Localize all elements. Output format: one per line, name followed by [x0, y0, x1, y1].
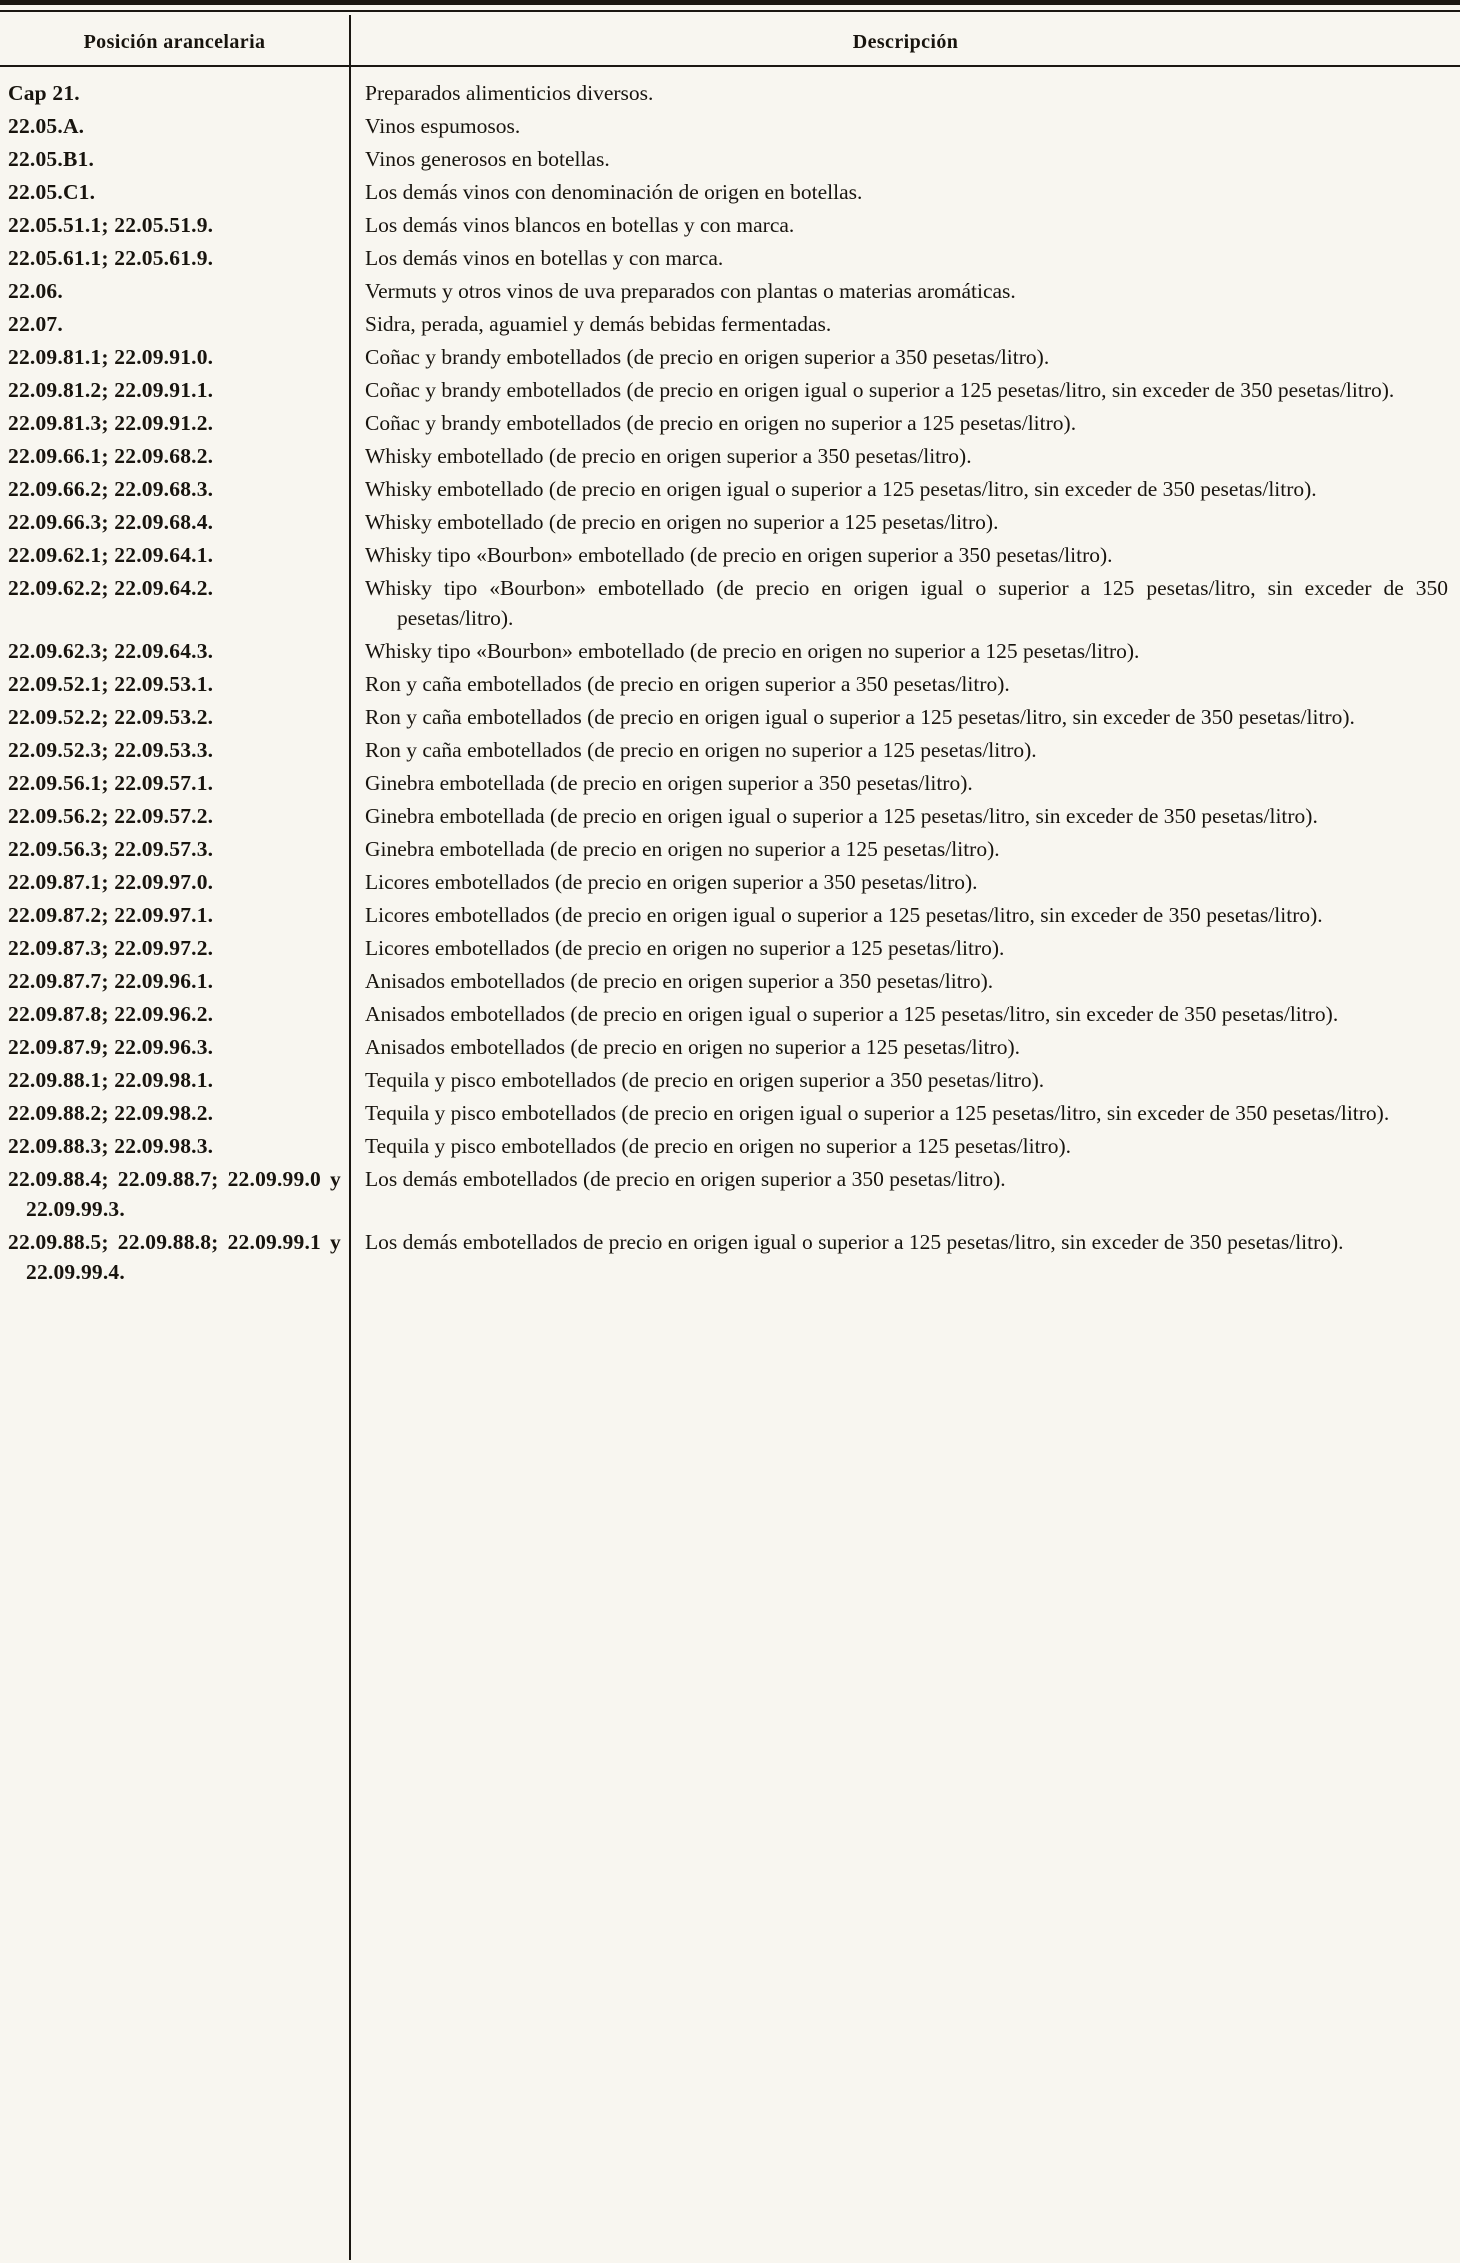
tariff-code-cell: 22.09.87.2; 22.09.97.1. — [8, 903, 214, 927]
table-row — [0, 243, 1460, 273]
table-row — [0, 702, 1460, 732]
description-cell: Los demás vinos en botellas y con marca. — [365, 246, 724, 270]
table-row — [0, 834, 1460, 864]
tariff-table-body — [0, 67, 1460, 1287]
tariff-code-cell: 22.05.B1. — [8, 147, 95, 171]
tariff-code-cell: 22.09.88.4; 22.09.88.7; 22.09.99.0 y 22.09.99.3. — [8, 1167, 341, 1221]
table-row — [0, 1131, 1460, 1161]
tariff-code-cell: 22.09.88.3; 22.09.98.3. — [8, 1134, 214, 1158]
tariff-code-cell: 22.09.88.2; 22.09.98.2. — [8, 1101, 214, 1125]
table-row — [0, 1065, 1460, 1095]
table-row — [0, 966, 1460, 996]
description-cell: Whisky embotellado (de precio en origen igual o superior a 125 pesetas/litro, sin exceder de 350 pesetas/litro). — [365, 477, 1317, 501]
table-row — [0, 507, 1460, 537]
table-row — [0, 669, 1460, 699]
tariff-code-cell: Cap 21. — [8, 81, 80, 105]
table-row — [0, 573, 1460, 633]
description-cell: Whisky tipo «Bourbon» embotellado (de precio en origen superior a 350 pesetas/litro). — [365, 543, 1113, 567]
tariff-code-cell: 22.05.51.1; 22.05.51.9. — [8, 213, 214, 237]
tariff-code-cell: 22.09.52.1; 22.09.53.1. — [8, 672, 214, 696]
table-row — [0, 933, 1460, 963]
description-cell: Vinos espumosos. — [365, 114, 521, 138]
tariff-code-cell: 22.07. — [8, 312, 63, 336]
table-row — [0, 177, 1460, 207]
table-row — [0, 342, 1460, 372]
description-cell: Vermuts y otros vinos de uva preparados con plantas o materias aromáticas. — [365, 279, 1016, 303]
table-row — [0, 900, 1460, 930]
tariff-code-cell: 22.09.87.7; 22.09.96.1. — [8, 969, 214, 993]
description-cell: Ron y caña embotellados (de precio en origen igual o superior a 125 pesetas/litro, sin exceder de 350 pesetas/litro). — [365, 705, 1355, 729]
tariff-table — [0, 15, 1460, 2260]
description-cell: Tequila y pisco embotellados (de precio en origen no superior a 125 pesetas/litro). — [365, 1134, 1071, 1158]
description-cell: Anisados embotellados (de precio en origen superior a 350 pesetas/litro). — [365, 969, 994, 993]
tariff-code-cell: 22.09.66.2; 22.09.68.3. — [8, 477, 214, 501]
table-row — [0, 78, 1460, 108]
table-row — [0, 768, 1460, 798]
description-cell: Los demás embotellados de precio en origen igual o superior a 125 pesetas/litro, sin exceder de 350 pesetas/litro). — [365, 1230, 1344, 1254]
table-row — [0, 408, 1460, 438]
tariff-code-cell: 22.09.62.1; 22.09.64.1. — [8, 543, 214, 567]
description-cell: Whisky embotellado (de precio en origen no superior a 125 pesetas/litro). — [365, 510, 999, 534]
table-row — [0, 540, 1460, 570]
table-row — [0, 210, 1460, 240]
description-cell: Anisados embotellados (de precio en origen no superior a 125 pesetas/litro). — [365, 1035, 1020, 1059]
table-row — [0, 999, 1460, 1029]
table-row — [0, 1098, 1460, 1128]
tariff-code-cell: 22.05.C1. — [8, 180, 96, 204]
description-cell: Anisados embotellados (de precio en origen igual o superior a 125 pesetas/litro, sin exceder de 350 pesetas/litro). — [365, 1002, 1339, 1026]
description-cell: Ron y caña embotellados (de precio en origen no superior a 125 pesetas/litro). — [365, 738, 1037, 762]
tariff-code-cell: 22.09.62.3; 22.09.64.3. — [8, 639, 214, 663]
table-row — [0, 636, 1460, 666]
tariff-code-cell: 22.09.87.8; 22.09.96.2. — [8, 1002, 214, 1026]
tariff-code-cell: 22.06. — [8, 279, 63, 303]
description-cell: Licores embotellados (de precio en origen superior a 350 pesetas/litro). — [365, 870, 978, 894]
description-cell: Licores embotellados (de precio en origen igual o superior a 125 pesetas/litro, sin exceder de 350 pesetas/litro). — [365, 903, 1323, 927]
table-row — [0, 375, 1460, 405]
description-cell: Licores embotellados (de precio en origen no superior a 125 pesetas/litro). — [365, 936, 1005, 960]
description-cell: Coñac y brandy embotellados (de precio en origen superior a 350 pesetas/litro). — [365, 345, 1050, 369]
description-cell: Tequila y pisco embotellados (de precio en origen superior a 350 pesetas/litro). — [365, 1068, 1045, 1092]
tariff-code-cell: 22.09.81.2; 22.09.91.1. — [8, 378, 214, 402]
tariff-code-cell: 22.09.56.1; 22.09.57.1. — [8, 771, 214, 795]
table-row — [0, 735, 1460, 765]
table-row — [0, 276, 1460, 306]
tariff-code-cell: 22.09.66.3; 22.09.68.4. — [8, 510, 214, 534]
description-cell: Whisky embotellado (de precio en origen superior a 350 pesetas/litro). — [365, 444, 972, 468]
tariff-code-cell: 22.05.A. — [8, 114, 85, 138]
tariff-code-cell: 22.09.52.3; 22.09.53.3. — [8, 738, 214, 762]
tariff-code-cell: 22.09.52.2; 22.09.53.2. — [8, 705, 214, 729]
description-cell: Preparados alimenticios diversos. — [365, 81, 654, 105]
table-row — [0, 801, 1460, 831]
description-cell: Coñac y brandy embotellados (de precio en origen igual o superior a 125 pesetas/litro, sin exceder de 350 pesetas/litro). — [365, 378, 1395, 402]
description-cell: Los demás vinos blancos en botellas y con marca. — [365, 213, 795, 237]
description-cell: Tequila y pisco embotellados (de precio en origen igual o superior a 125 pesetas/litro, sin exceder de 350 pesetas/litro). — [365, 1101, 1390, 1125]
tariff-code-cell: 22.09.88.5; 22.09.88.8; 22.09.99.1 y 22.09.99.4. — [8, 1230, 341, 1284]
table-row — [0, 111, 1460, 141]
description-cell: Ginebra embotellada (de precio en origen igual o superior a 125 pesetas/litro, sin exceder de 350 pesetas/litro). — [365, 804, 1318, 828]
table-row — [0, 144, 1460, 174]
tariff-code-cell: 22.09.62.2; 22.09.64.2. — [8, 576, 214, 600]
tariff-code-cell: 22.09.81.3; 22.09.91.2. — [8, 411, 214, 435]
tariff-code-cell: 22.09.56.2; 22.09.57.2. — [8, 804, 214, 828]
table-row — [0, 1032, 1460, 1062]
table-row — [0, 309, 1460, 339]
tariff-code-cell: 22.05.61.1; 22.05.61.9. — [8, 246, 214, 270]
description-cell: Whisky tipo «Bourbon» embotellado (de precio en origen no superior a 125 pesetas/litro). — [365, 639, 1140, 663]
tariff-code-cell: 22.09.66.1; 22.09.68.2. — [8, 444, 214, 468]
column-header-posicion-arancelaria: Posición arancelaria — [0, 15, 349, 67]
column-header-descripcion: Descripción — [351, 15, 1460, 67]
tariff-code-cell: 22.09.56.3; 22.09.57.3. — [8, 837, 214, 861]
description-cell: Whisky tipo «Bourbon» embotellado (de precio en origen igual o superior a 125 pesetas/litro, sin exceder de 350 pesetas/litro). — [365, 576, 1448, 630]
top-double-rule — [0, 0, 1460, 12]
table-header-row — [0, 15, 1460, 67]
description-cell: Coñac y brandy embotellados (de precio en origen no superior a 125 pesetas/litro). — [365, 411, 1077, 435]
description-cell: Ginebra embotellada (de precio en origen no superior a 125 pesetas/litro). — [365, 837, 1000, 861]
tariff-code-cell: 22.09.87.3; 22.09.97.2. — [8, 936, 214, 960]
description-cell: Ginebra embotellada (de precio en origen superior a 350 pesetas/litro). — [365, 771, 973, 795]
tariff-code-cell: 22.09.87.9; 22.09.96.3. — [8, 1035, 214, 1059]
table-row — [0, 1227, 1460, 1287]
table-row — [0, 441, 1460, 471]
table-row — [0, 867, 1460, 897]
description-cell: Los demás vinos con denominación de origen en botellas. — [365, 180, 863, 204]
tariff-code-cell: 22.09.87.1; 22.09.97.0. — [8, 870, 214, 894]
table-row — [0, 1164, 1460, 1224]
table-row — [0, 474, 1460, 504]
description-cell: Sidra, perada, aguamiel y demás bebidas fermentadas. — [365, 312, 832, 336]
tariff-code-cell: 22.09.88.1; 22.09.98.1. — [8, 1068, 214, 1092]
description-cell: Ron y caña embotellados (de precio en origen superior a 350 pesetas/litro). — [365, 672, 1010, 696]
description-cell: Vinos generosos en botellas. — [365, 147, 610, 171]
column-divider — [349, 15, 351, 2260]
tariff-code-cell: 22.09.81.1; 22.09.91.0. — [8, 345, 214, 369]
description-cell: Los demás embotellados (de precio en origen superior a 350 pesetas/litro). — [365, 1167, 1006, 1191]
